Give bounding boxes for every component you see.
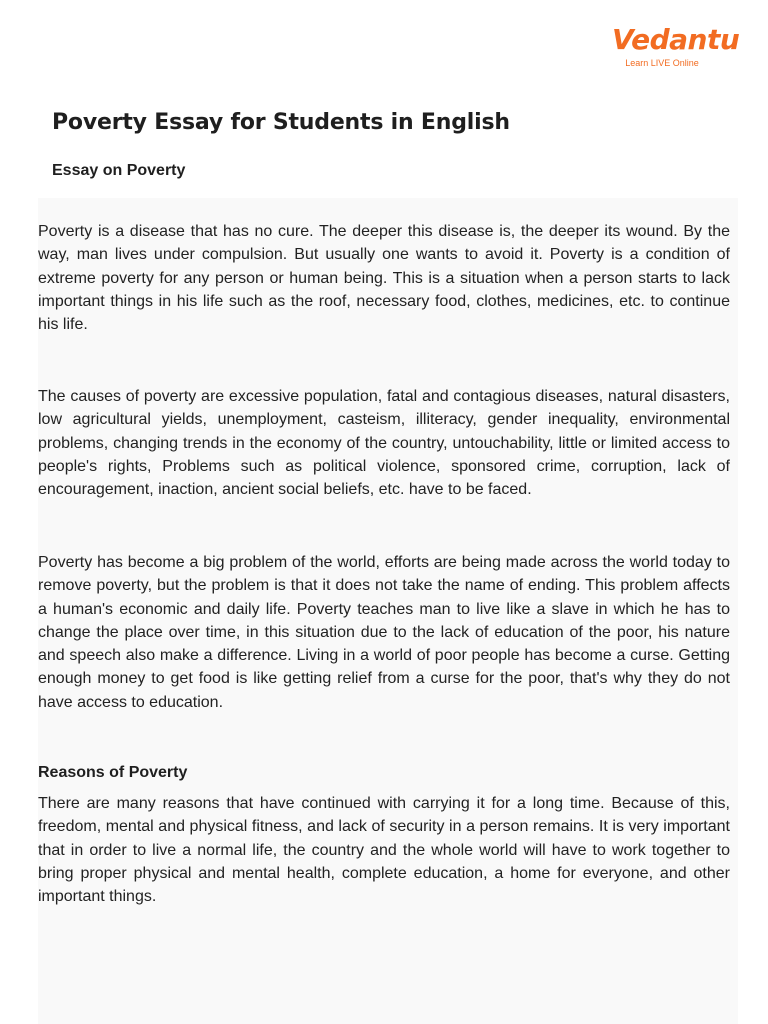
essay-subtitle: Essay on Poverty — [52, 162, 186, 179]
logo-tagline: Learn LIVE Online — [625, 58, 699, 68]
vedantu-logo[interactable] — [612, 23, 740, 69]
paragraph-causes: The causes of poverty are excessive population, fatal and contagious diseases, natural disasters, low agricultural yields, unemployment, casteism, illiteracy, gender inequality, environmental problems, changing trends in the economy of the country, untouchability, little or limited access to people's rights, Problems such as political violence, sponsored crime, corruption, lack of encouragement, inaction, ancient social beliefs, etc. have to be faced. — [38, 388, 730, 499]
paragraph-definition: Poverty is a disease that has no cure. The deeper this disease is, the deeper its wound. By the way, man lives under compulsion. But usually one wants to avoid it. Poverty is a condition of extreme poverty for any person or human being. This is a situation when a person starts to lack important things in his life such as the roof, necessary food, clothes, medicines, etc. to continue his life. — [38, 223, 730, 334]
logo-wordmark: Vedantu — [612, 23, 740, 56]
page-title: Poverty Essay for Students in English — [52, 110, 510, 135]
reasons-heading: Reasons of Poverty — [38, 764, 188, 781]
paragraph-world-problem: Poverty has become a big problem of the world, efforts are being made across the world today to remove poverty, but the problem is that it does not take the name of ending. This problem affects a human's economic and daily life. Poverty teaches man to live like a slave in which he has to change the place over time, in this situation due to the lack of education of the poor, his nature and speech also make a difference. Living in a world of poor people has become a curse. Getting enough money to get food is like getting relief from a curse for the poor, that's why they do not have access to education. — [38, 554, 730, 711]
paragraph-reasons: There are many reasons that have continued with carrying it for a long time. Because of this, freedom, mental and physical fitness, and lack of security in a person remains. It is very important that in order to live a normal life, the country and the whole world will have to work together to bring proper physical and mental health, complete education, a home for everyone, and other important things. — [38, 795, 730, 906]
